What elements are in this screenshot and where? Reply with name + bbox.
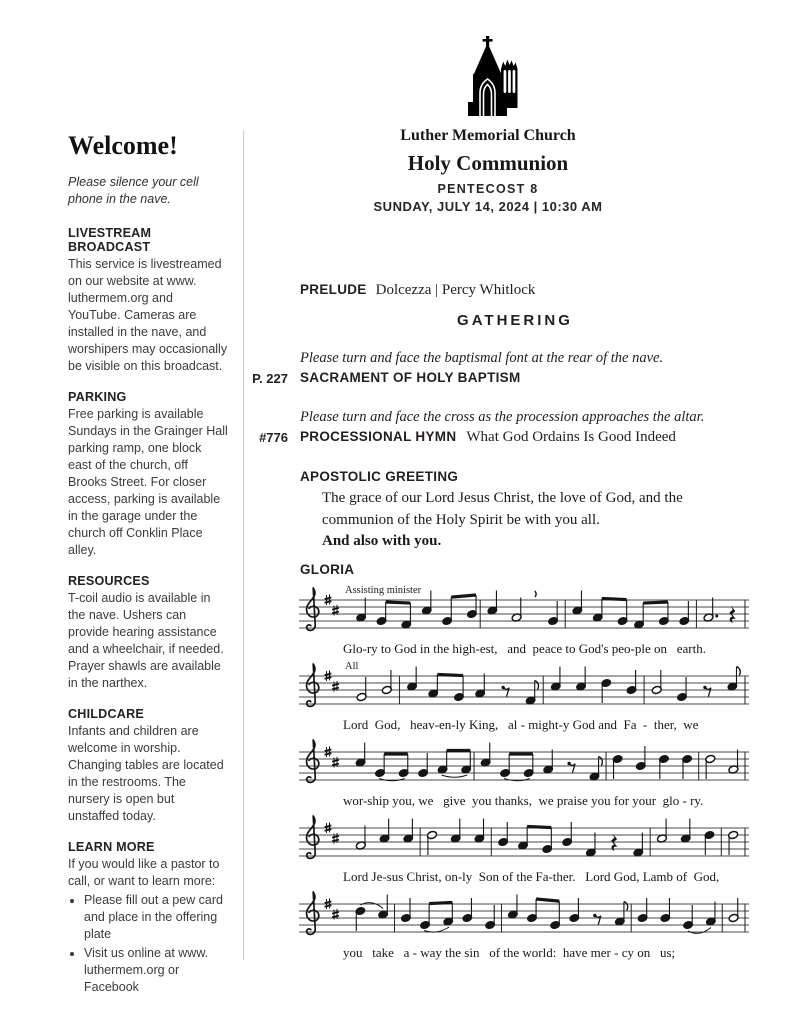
gloria-staff-5	[299, 888, 749, 964]
gloria-staff-1	[299, 584, 749, 660]
lyric-line: Glo-ry to God in the high-est, and peace to God's peo-ple on earth.	[343, 641, 706, 656]
welcome-sidebar	[68, 131, 228, 1011]
service-title: Holy Communion	[407, 151, 569, 175]
list-item: • Visit us online at www. luthermem.org or Facebook	[84, 945, 228, 996]
section-body: Infants and children are welcome in worship. Changing tables are located in the restrooms. The nursery is open but unstaffed today.	[68, 723, 224, 823]
lyric-line: wor-ship you, we give you thanks, we praise you for your glo - ry.	[343, 793, 704, 808]
learn-more-list	[84, 892, 228, 996]
section-body: This service is livestreamed on our website at www. luthermem.org and YouTube. Cameras are installed in the nave, and worshipers may occasionally be visible on this broadcast.	[68, 256, 228, 373]
processional-hymn-row	[300, 429, 676, 446]
apostolic-greeting-heading: APOSTOLIC GREETING	[300, 469, 459, 484]
staff-notation	[299, 660, 749, 716]
hymn-title: What God Ordains Is Good Indeed	[466, 429, 676, 445]
prelude-piece: Dolcezza | Percy Whitlock	[375, 282, 536, 298]
treble-clef-icon	[307, 892, 319, 934]
section-heading: RESOURCES	[68, 573, 150, 588]
sidebar-title: Welcome!	[68, 131, 178, 160]
staff-notation	[299, 736, 749, 792]
processional-hymn-label: PROCESSIONAL HYMN	[300, 429, 457, 444]
treble-clef-icon	[307, 740, 319, 782]
section-body: If you would like a pastor to call, or want to learn more:	[68, 856, 220, 888]
lyric-line: you take a - way the sin of the world: have mer - cy on us;	[343, 945, 676, 960]
section-heading: CHILDCARE	[68, 706, 144, 721]
staff-notation	[299, 812, 749, 868]
gloria-music	[299, 584, 751, 964]
section-heading: PARKING	[68, 389, 127, 404]
greeting-line: The grace of our Lord Jesus Christ, the love of God, and the	[322, 490, 683, 506]
sidebar-section-parking	[68, 390, 228, 559]
church-logo-icon	[457, 36, 519, 116]
gloria-staff-2	[299, 660, 749, 736]
baptism-title: SACRAMENT OF HOLY BAPTISM	[300, 370, 521, 385]
greeting-line: communion of the Holy Spirit be with you all.	[322, 511, 600, 528]
gloria-heading: GLORIA	[300, 562, 355, 577]
section-body: T-coil audio is available in the nave. Ushers can provide hearing assistance and a wheelchair, if needed. Prayer shawls are available in the narthex.	[68, 590, 224, 690]
section-heading: LEARN MORE	[68, 839, 155, 854]
prelude-label: PRELUDE	[300, 282, 367, 297]
sidebar-section-childcare	[68, 707, 228, 825]
section-body: Free parking is available Sundays in the Grainger Hall parking ramp, one block east of the church, off Brooks Street. For closer access, parking is available in the garage under the church off Conklin Place alley.	[68, 406, 228, 557]
sidebar-section-livestream	[68, 226, 228, 375]
list-item: • Please fill out a pew card and place in the offering plate	[84, 892, 228, 943]
gloria-staff-4	[299, 812, 749, 888]
voice-label: Assisting minister	[345, 585, 422, 596]
masthead	[248, 36, 728, 214]
sidebar-section-learn-more	[68, 840, 228, 996]
treble-clef-icon	[307, 588, 319, 630]
gloria-staff-3	[299, 736, 749, 812]
lyric-line: Lord Je-sus Christ, on-ly Son of the Fa-ther. Lord God, Lamb of God,	[343, 869, 720, 884]
hymn-number: #776	[259, 430, 288, 445]
congregation-response: And also with you.	[322, 533, 442, 549]
church-name: Luther Memorial Church	[400, 127, 576, 144]
voice-label: All	[345, 661, 359, 672]
service-datetime: SUNDAY, JULY 14, 2024 | 10:30 AM	[373, 199, 603, 214]
gathering-heading: GATHERING	[457, 312, 573, 329]
prelude-row	[300, 281, 535, 299]
season-label: PENTECOST 8	[437, 182, 539, 196]
staff-notation	[299, 888, 749, 944]
baptism-rubric: Please turn and face the baptismal font at the rear of the nave.	[300, 350, 664, 366]
page-reference: P. 227	[252, 371, 288, 386]
treble-clef-icon	[307, 664, 319, 706]
processional-rubric: Please turn and face the cross as the procession approaches the altar.	[300, 409, 705, 425]
sidebar-section-resources	[68, 574, 228, 692]
section-heading: LIVESTREAM BROADCAST	[68, 225, 152, 254]
treble-clef-icon	[307, 816, 319, 858]
lyric-line: Lord God, heav-en-ly King, al - might-y God and Fa - ther, we	[343, 717, 699, 732]
column-divider	[243, 130, 244, 960]
apostolic-greeting-text	[322, 488, 683, 553]
sidebar-intro: Please silence your cell phone in the nave.	[68, 175, 199, 207]
